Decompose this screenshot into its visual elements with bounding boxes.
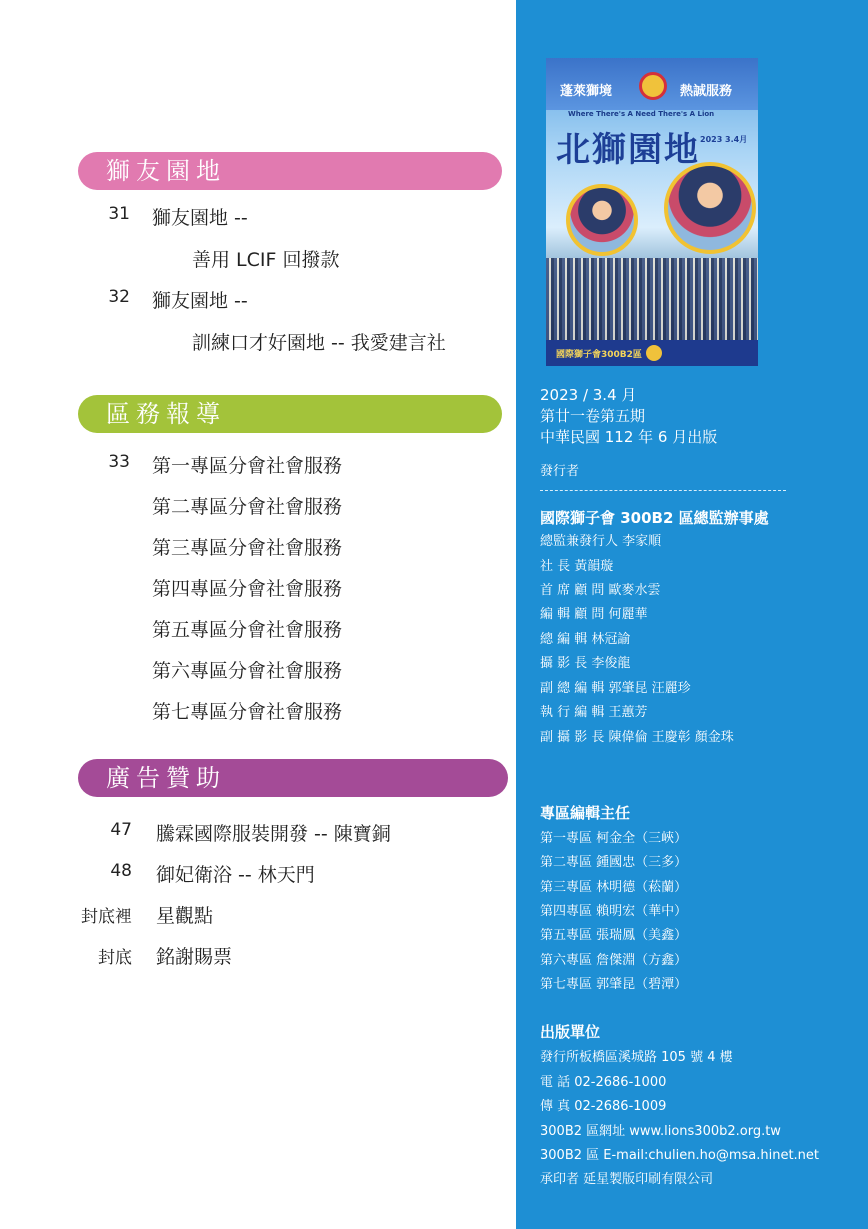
issue-volume: 第廿一卷第五期	[540, 407, 646, 425]
page-number: 封底裡	[81, 907, 132, 927]
page-number: 47	[110, 820, 132, 840]
toc-entry[interactable]: 御妃衛浴 -- 林天門	[156, 864, 315, 886]
toc-entry[interactable]: 第二專區分會社會服務	[152, 496, 343, 518]
cover-issue: 2023 3.4月	[700, 135, 748, 144]
zone-editor: 第四專區 賴明宏（華中）	[540, 904, 688, 919]
toc-entry[interactable]: 第七專區分會社會服務	[152, 701, 343, 723]
issue-date: 2023 / 3.4 月	[540, 386, 637, 404]
toc-entry[interactable]: 星觀點	[156, 905, 214, 927]
toc-entry[interactable]: 第六專區分會社會服務	[152, 660, 343, 682]
page-number: 48	[110, 861, 132, 881]
org-name: 國際獅子會 300B2 區總監辦事處	[540, 509, 769, 527]
cover-footer-text: 國際獅子會300B2區	[556, 350, 642, 360]
staff-line: 首 席 顧 問 歐麥水雲	[540, 583, 661, 598]
cover-tagline: Where There's A Need There's A Lion	[568, 110, 715, 118]
publisher-label: 發行者	[540, 464, 580, 479]
staff-line: 總監兼發行人 李家順	[540, 534, 662, 549]
page-number: 31	[108, 204, 130, 224]
publisher-phone: 電 話 02-2686-1000	[540, 1075, 667, 1090]
toc-entry[interactable]: 騰霖國際服裝開發 -- 陳寶銅	[156, 823, 391, 845]
staff-line: 副 攝 影 長 陳偉倫 王慶彰 顏金珠	[540, 730, 734, 745]
zone-editors-title: 專區編輯主任	[540, 804, 631, 822]
cover-banner-right: 熱誠服務	[680, 84, 733, 99]
website-link[interactable]: 300B2 區網址 www.lions300b2.org.tw	[540, 1124, 781, 1139]
toc-entry[interactable]: 第五專區分會社會服務	[152, 619, 343, 641]
zone-editor: 第二專區 鍾國忠（三多）	[540, 855, 688, 870]
zone-editor: 第六專區 詹傑淵（方鑫）	[540, 953, 688, 968]
cover-footer	[546, 340, 758, 366]
toc-entry-sub[interactable]: 訓練口才好園地 -- 我愛建言社	[192, 332, 446, 354]
staff-line: 執 行 編 輯 王蕙芳	[540, 705, 648, 720]
publisher-fax: 傳 真 02-2686-1009	[540, 1099, 667, 1114]
toc-entry[interactable]: 銘謝賜票	[156, 946, 233, 968]
zone-editor: 第三專區 林明德（菘蘭）	[540, 880, 688, 895]
cover-banner-left: 蓬萊獅境	[560, 84, 613, 99]
portrait-photo	[566, 184, 638, 256]
toc-entry[interactable]: 獅友園地 --	[152, 207, 248, 229]
section-header-district-news: 區務報導	[78, 395, 502, 433]
staff-line: 社 長 黃韻璇	[540, 559, 614, 574]
section-header-lion-friends: 獅友園地	[78, 152, 502, 190]
zone-editor: 第一專區 柯金全（三峽）	[540, 831, 688, 846]
toc-entry[interactable]: 獅友園地 --	[152, 290, 248, 312]
publisher-address: 發行所板橋區溪城路 105 號 4 樓	[540, 1050, 733, 1065]
masthead-panel	[516, 0, 868, 1229]
page-number: 33	[108, 452, 130, 472]
page-number: 封底	[98, 948, 132, 968]
zone-editor: 第七專區 郭肇昆（碧潭）	[540, 977, 688, 992]
staff-line: 總 編 輯 林冠諭	[540, 632, 631, 647]
portrait-photo	[664, 162, 756, 254]
lions-emblem-icon	[639, 72, 667, 100]
lions-logo-icon	[646, 345, 662, 361]
toc-entry-sub[interactable]: 善用 LCIF 回撥款	[192, 249, 340, 271]
toc-entry[interactable]: 第一專區分會社會服務	[152, 455, 343, 477]
page-number: 32	[108, 287, 130, 307]
staff-line: 攝 影 長 李俊龍	[540, 656, 631, 671]
staff-line: 編 輯 顧 問 何麗華	[540, 607, 648, 622]
section-header-ads: 廣告贊助	[78, 759, 508, 797]
divider	[540, 490, 786, 491]
publisher-unit-title: 出版單位	[540, 1023, 601, 1041]
group-photo	[546, 258, 758, 340]
staff-line: 副 總 編 輯 郭肇昆 汪麗珍	[540, 681, 691, 696]
cover-title: 北獅園地	[556, 130, 700, 170]
email-link[interactable]: 300B2 區 E-mail:chulien.ho@msa.hinet.net	[540, 1148, 820, 1163]
cover-image	[546, 58, 758, 366]
zone-editor: 第五專區 張瑞鳳（美鑫）	[540, 928, 688, 943]
issue-published: 中華民國 112 年 6 月出版	[540, 428, 718, 446]
printer: 承印者 延星製版印刷有限公司	[540, 1172, 714, 1187]
toc-entry[interactable]: 第三專區分會社會服務	[152, 537, 343, 559]
toc-entry[interactable]: 第四專區分會社會服務	[152, 578, 343, 600]
